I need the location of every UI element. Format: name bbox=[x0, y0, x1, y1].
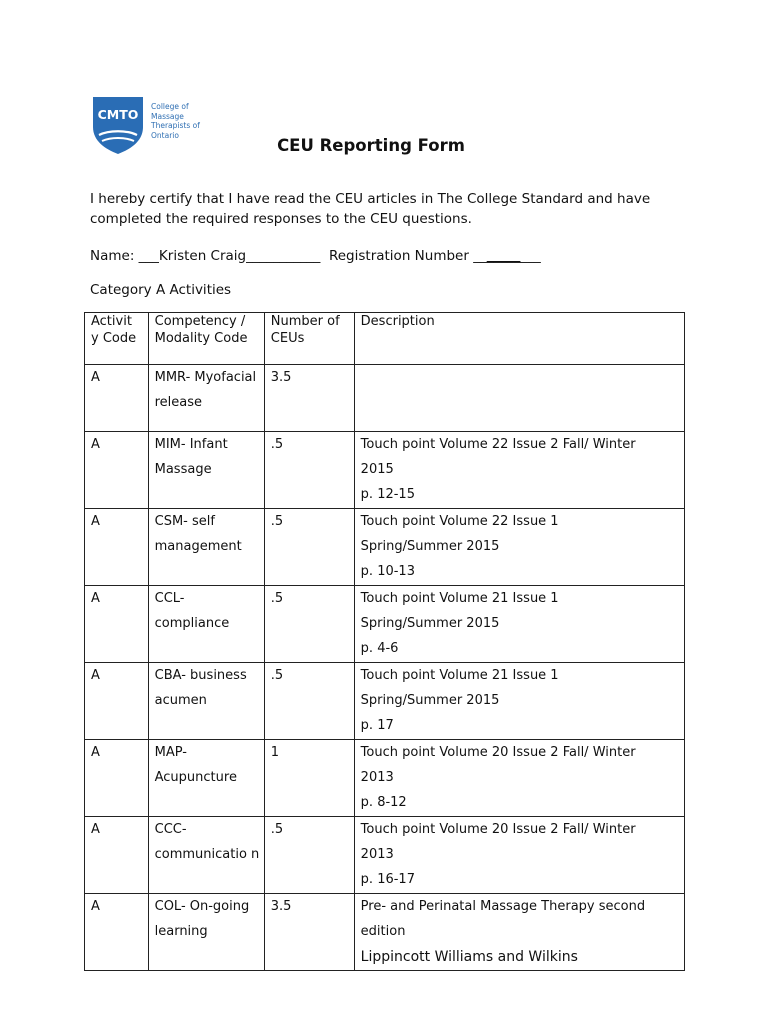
cell-activity-code: A bbox=[85, 663, 149, 740]
cell-competency: CSM- self management bbox=[148, 509, 264, 586]
name-value: ___Kristen Craig___________ bbox=[138, 248, 321, 264]
category-heading: Category A Activities bbox=[90, 282, 232, 298]
table-row bbox=[85, 663, 685, 740]
cell-activity-code: A bbox=[85, 509, 149, 586]
logo-org-name: College of Massage Therapists of Ontario bbox=[151, 102, 200, 140]
cell-activity-code: A bbox=[85, 817, 149, 894]
header-number-of-ceus: Number of CEUs bbox=[264, 313, 354, 365]
cell-competency: MMR- Myofacial release bbox=[148, 365, 264, 432]
cell-competency: CBA- business acumen bbox=[148, 663, 264, 740]
cell-ceus: .5 bbox=[264, 663, 354, 740]
certification-statement: I hereby certify that I have read the CEU articles in The College Standard and have completed the required responses to the CEU questions. bbox=[90, 191, 651, 227]
cell-description: Touch point Volume 20 Issue 2 Fall/ Winter 2013 p. 8-12 bbox=[354, 740, 684, 817]
header-competency-code: Competency / Modality Code bbox=[148, 313, 264, 365]
table-row bbox=[85, 894, 685, 971]
page-title: CEU Reporting Form bbox=[277, 136, 465, 155]
cell-ceus: 1 bbox=[264, 740, 354, 817]
cell-activity-code: A bbox=[85, 586, 149, 663]
cell-description: Touch point Volume 20 Issue 2 Fall/ Winter 2013 p. 16-17 bbox=[354, 817, 684, 894]
cell-competency: COL- On-going learning bbox=[148, 894, 264, 971]
registration-value-end: ___ bbox=[520, 248, 541, 264]
cell-ceus: .5 bbox=[264, 509, 354, 586]
cell-ceus: .5 bbox=[264, 586, 354, 663]
name-label: Name: bbox=[90, 248, 139, 264]
cell-competency: MIM- Infant Massage bbox=[148, 432, 264, 509]
cell-ceus: 3.5 bbox=[264, 894, 354, 971]
cell-activity-code: A bbox=[85, 894, 149, 971]
logo-abbr: CMTO bbox=[97, 107, 139, 122]
cell-description bbox=[354, 365, 684, 432]
cell-ceus: 3.5 bbox=[264, 365, 354, 432]
table-header-row bbox=[85, 313, 685, 365]
header-description: Description bbox=[354, 313, 684, 365]
cell-description: Touch point Volume 22 Issue 1 Spring/Summer 2015 p. 10-13 bbox=[354, 509, 684, 586]
cell-competency: CCC- communicatio n bbox=[148, 817, 264, 894]
table-row bbox=[85, 817, 685, 894]
name-registration-line bbox=[90, 246, 541, 266]
table-row bbox=[85, 586, 685, 663]
cell-description: Touch point Volume 22 Issue 2 Fall/ Winter 2015 p. 12-15 bbox=[354, 432, 684, 509]
ceu-activities-table bbox=[84, 312, 685, 971]
cell-activity-code: A bbox=[85, 432, 149, 509]
cell-ceus: .5 bbox=[264, 432, 354, 509]
cell-description: Pre- and Perinatal Massage Therapy second edition Lippincott Williams and Wilkins bbox=[354, 894, 684, 971]
registration-value-start: __ bbox=[473, 248, 487, 264]
cell-ceus: .5 bbox=[264, 817, 354, 894]
cell-activity-code: A bbox=[85, 740, 149, 817]
table-row bbox=[85, 365, 685, 432]
registration-label: Registration Number bbox=[328, 248, 474, 264]
cell-description: Touch point Volume 21 Issue 1 Spring/Summer 2015 p. 4-6 bbox=[354, 586, 684, 663]
cell-activity-code: A bbox=[85, 365, 149, 432]
cell-competency: MAP- Acupuncture bbox=[148, 740, 264, 817]
table-row bbox=[85, 432, 685, 509]
header-activity-code: Activit y Code bbox=[85, 313, 149, 365]
registration-value-underlined: _____ bbox=[486, 248, 521, 264]
table-row bbox=[85, 740, 685, 817]
cell-competency: CCL- compliance bbox=[148, 586, 264, 663]
cell-description: Touch point Volume 21 Issue 1 Spring/Summer 2015 p. 17 bbox=[354, 663, 684, 740]
table-row bbox=[85, 509, 685, 586]
